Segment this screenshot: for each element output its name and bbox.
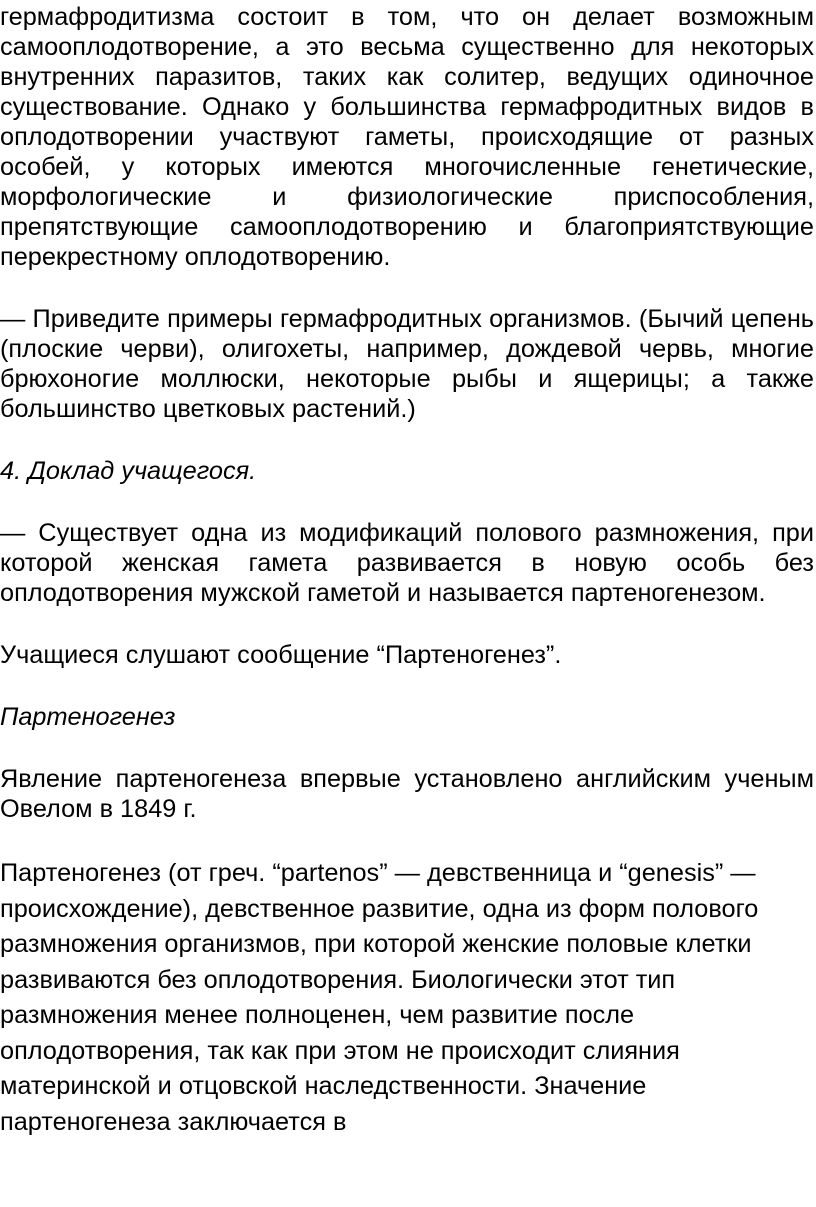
subheading-parthenogenesis: Партеногенез bbox=[0, 703, 176, 731]
paragraph-owel-discovery: Явление партеногенеза впервые установлено английским ученым Овелом в 1849 г. bbox=[0, 765, 814, 823]
paragraph-examples-question: — Приведите примеры гермафродитных организмов. (Бычий цепень (плоские черви), олигохеты, например, дождевой червь, многие брюхоногие моллюски, некоторые рыбы и ящерицы; а также большинство цветковых растений.) bbox=[0, 305, 814, 423]
paragraph-parthenogenesis-definition: Партеногенез (от греч. “partenos” — девственница и “genesis” — происхождение), девственное развитие, одна из форм полового размножения организмов, при которой женские половые клетки развиваются без оплодотворения. Биологически этот тип размножения менее полноценен, чем развитие после оплодотворения, так как при этом не происходит слияния материнской и отцовской наследственности. Значение партеногенеза заключается в bbox=[0, 859, 759, 1136]
paragraph-hermaphroditism: гермафродитизма состоит в том, что он делает возможным самооплодотворение, а это весьма существенно для некоторых внутренних паразитов, таких как солитер, ведущих одиночное существование. Однако у большинства гермафродитных видов в оплодотворении участвуют гаметы, происходящие от разных особей, у которых имеются многочисленные генетические, морфологические и физиологические приспособления, препятствующие самооплодотворению и благоприятствующие перекрестному оплодотворению. bbox=[0, 3, 814, 271]
paragraph-parthenogenesis-intro: — Существует одна из модификаций полового размножения, при которой женская гамета развивается в новую особь без оплодотворения мужской гаметой и называется партеногенезом. bbox=[0, 519, 814, 607]
paragraph-students-listen: Учащиеся слушают сообщение “Партеногенез”. bbox=[0, 641, 562, 669]
section-heading-student-report: 4. Доклад учащегося. bbox=[0, 457, 257, 485]
